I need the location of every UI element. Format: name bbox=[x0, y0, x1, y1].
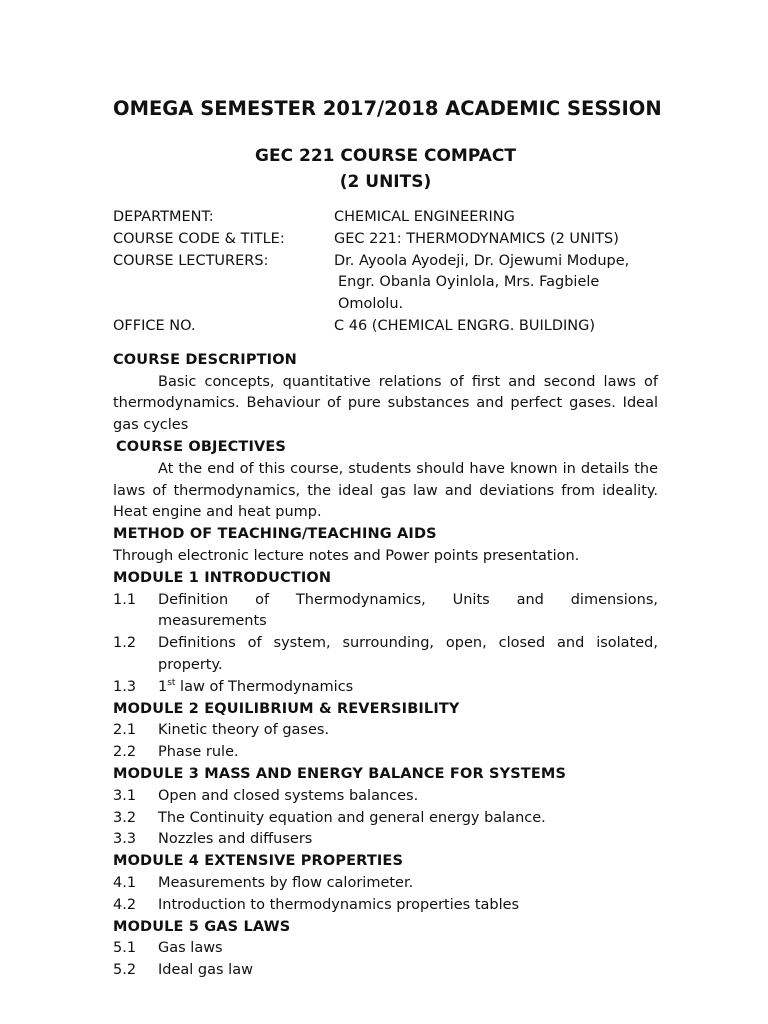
list-item bbox=[113, 808, 658, 830]
section-heading-method: METHOD OF TEACHING/TEACHING AIDS bbox=[113, 526, 437, 543]
module-heading-4: MODULE 4 EXTENSIVE PROPERTIES bbox=[113, 853, 404, 870]
subtitle-units: (2 UNITS) bbox=[339, 172, 432, 192]
list-item bbox=[113, 590, 658, 634]
section-heading-objectives: COURSE OBJECTIVES bbox=[116, 438, 287, 455]
item-text-ordinal bbox=[158, 677, 658, 699]
module-heading-1: MODULE 1 INTRODUCTION bbox=[113, 569, 332, 586]
method-text: Through electronic lecture notes and Power points presentation. bbox=[113, 547, 580, 564]
module-heading-3: MODULE 3 MASS AND ENERGY BALANCE FOR SYSTEMS bbox=[113, 765, 567, 782]
list-item bbox=[113, 829, 658, 851]
list-item bbox=[113, 786, 658, 808]
item-text: Gas laws bbox=[158, 940, 223, 957]
list-item bbox=[113, 960, 658, 982]
list-item bbox=[113, 742, 658, 764]
item-number: 3.2 bbox=[113, 809, 137, 826]
description-text: Basic concepts, quantitative relations of first and second laws of thermodynamics. Behaviour of pure substances and perfect gases. Ideal gas cycles bbox=[113, 373, 658, 434]
item-number: 4.1 bbox=[113, 874, 137, 891]
item-text: Introduction to thermodynamics properties tables bbox=[158, 896, 520, 913]
list-item bbox=[113, 895, 658, 917]
item-text: Kinetic theory of gases. bbox=[158, 722, 330, 739]
department-value: CHEMICAL ENGINEERING bbox=[334, 209, 515, 225]
info-row-office bbox=[113, 316, 658, 338]
item-number: 4.2 bbox=[113, 896, 137, 913]
ordinal-suffix: st bbox=[167, 677, 176, 688]
document-title: OMEGA SEMESTER 2017/2018 ACADEMIC SESSION bbox=[113, 97, 662, 120]
list-item bbox=[113, 633, 658, 677]
list-item bbox=[113, 720, 658, 742]
course-value: GEC 221: THERMODYNAMICS (2 UNITS) bbox=[334, 230, 619, 247]
lecturers-value bbox=[334, 251, 658, 316]
item-number: 1.2 bbox=[113, 635, 137, 652]
document-subtitle bbox=[113, 143, 658, 195]
item-number: 3.3 bbox=[113, 831, 137, 848]
lecturers-line: Omololu. bbox=[338, 296, 404, 313]
item-text: Phase rule. bbox=[158, 744, 239, 761]
lecturers-line: Dr. Ayoola Ayodeji, Dr. Ojewumi Modupe, bbox=[334, 252, 630, 269]
item-text: Definition of Thermodynamics, Units and dimensions, measurements bbox=[158, 591, 658, 630]
item-number: 5.2 bbox=[113, 962, 137, 979]
course-compact-sheet bbox=[113, 95, 662, 982]
lecturers-line: Engr. Obanla Oyinlola, Mrs. Fagbiele bbox=[338, 274, 600, 291]
objectives-paragraph bbox=[113, 459, 658, 524]
item-text: Nozzles and diffusers bbox=[158, 831, 313, 848]
lecturers-label: COURSE LECTURERS: bbox=[113, 252, 269, 269]
ordinal-number: 1 bbox=[158, 678, 168, 695]
item-number: 3.1 bbox=[113, 787, 137, 804]
subtitle-course: GEC 221 COURSE COMPACT bbox=[255, 146, 516, 166]
description-paragraph bbox=[113, 372, 658, 437]
item-number: 2.2 bbox=[113, 744, 137, 761]
item-text: Measurements by flow calorimeter. bbox=[158, 874, 414, 891]
item-text: Ideal gas law bbox=[158, 962, 253, 979]
item-number: 1.1 bbox=[113, 591, 137, 608]
info-row-department bbox=[113, 207, 658, 229]
module-heading-2: MODULE 2 EQUILIBRIUM & REVERSIBILITY bbox=[113, 700, 460, 717]
section-heading-description: COURSE DESCRIPTION bbox=[113, 351, 297, 368]
item-text: Definitions of system, surrounding, open, closed and isolated, property. bbox=[158, 635, 658, 673]
objectives-text: At the end of this course, students should have known in details the laws of thermodynamics, the ideal gas law and deviations from ideality. Heat engine and heat pump. bbox=[113, 460, 658, 521]
list-item bbox=[113, 873, 658, 895]
item-text: Open and closed systems balances. bbox=[158, 787, 419, 804]
item-number: 5.1 bbox=[113, 940, 137, 957]
department-label: DEPARTMENT: bbox=[113, 209, 214, 225]
info-row-course bbox=[113, 229, 658, 251]
info-row-lecturers bbox=[113, 251, 658, 316]
office-value: C 46 (CHEMICAL ENGRG. BUILDING) bbox=[334, 317, 596, 334]
item-text: The Continuity equation and general energy balance. bbox=[158, 809, 546, 826]
list-item bbox=[113, 677, 658, 699]
list-item bbox=[113, 938, 658, 960]
item-number: 1.3 bbox=[113, 678, 137, 695]
item-text: law of Thermodynamics bbox=[175, 678, 354, 695]
course-info-block bbox=[113, 207, 658, 338]
module-heading-5: MODULE 5 GAS LAWS bbox=[113, 918, 291, 935]
office-label: OFFICE NO. bbox=[113, 317, 196, 334]
course-label: COURSE CODE & TITLE: bbox=[113, 230, 285, 247]
item-number: 2.1 bbox=[113, 722, 137, 739]
